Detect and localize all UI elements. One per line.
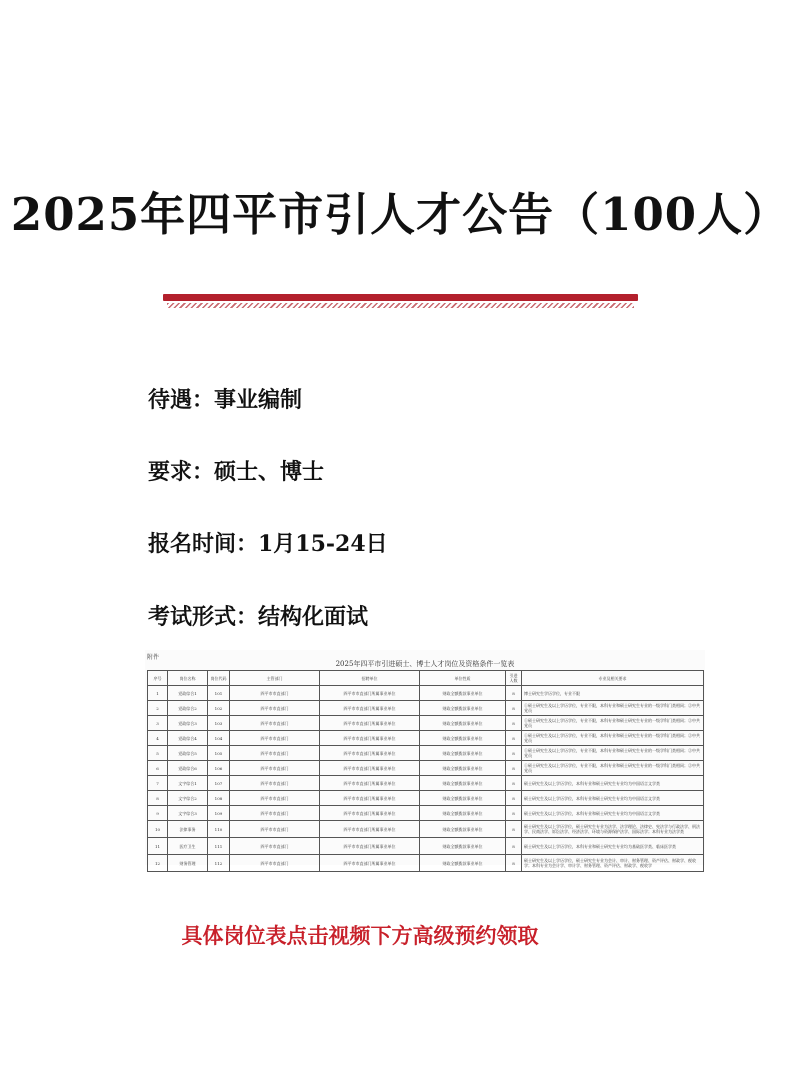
table-cell: 四平市市直部门所属事业单位 [320,855,420,872]
table-cell: 硕士研究生及以上学历学位，本科专业和硕士研究生专业均为中国语言文学类 [522,776,704,791]
table-cell: 财政全额拨款事业单位 [420,701,506,716]
table-cell: 6 [148,761,168,776]
exam-line: 考试形式：结构化面试 [148,604,369,630]
table-cell: 党政综合4 [168,731,208,746]
table-cell: 105 [208,746,230,761]
table-cell: 四平市市直部门 [230,855,320,872]
table-cell: 四平市市直部门所属事业单位 [320,716,420,731]
table-cell: 8 [506,838,522,855]
table-cell: 107 [208,776,230,791]
table-cell: 四平市市直部门 [230,716,320,731]
table-cell: 博士研究生学历学位，专业不限 [522,686,704,701]
table-cell: 硕士研究生及以上学历学位，本科专业和硕士研究生专业均为中国语言文学类 [522,806,704,821]
table-cell: 硕士研究生及以上学历学位，本科专业和硕士研究生专业均为基础医学类、临床医学类 [522,838,704,855]
table-body [148,686,704,872]
title-divider [163,294,638,314]
table-cell: 医疗卫生 [168,838,208,855]
table-cell: 8 [506,776,522,791]
table-cell: 党政综合5 [168,746,208,761]
table-cell: 8 [506,731,522,746]
table-header-row [148,671,704,686]
table-row [148,838,704,855]
table-header-cell: 招聘单位 [320,671,420,686]
table-cell: 财政全额拨款事业单位 [420,806,506,821]
table-row [148,701,704,716]
cta-text: 具体岗位表点击视频下方高级预约领取 [181,923,539,948]
table-cell: 四平市市直部门所属事业单位 [320,806,420,821]
table-cell: 12 [148,855,168,872]
table-cell: 8 [506,821,522,838]
table-row [148,791,704,806]
table-cell: 3 [148,716,168,731]
table-cell: 四平市市直部门 [230,746,320,761]
attachment-label: 附件 [147,654,160,661]
table-cell: 四平市市直部门所属事业单位 [320,686,420,701]
table-cell: 财政全额拨款事业单位 [420,855,506,872]
table-cell: 4 [148,731,168,746]
table-row [148,746,704,761]
table-cell: 硕士研究生及以上学历学位，本科专业和硕士研究生专业均为中国语言文学类 [522,791,704,806]
table-cell: 四平市市直部门 [230,776,320,791]
table-cell: 8 [506,716,522,731]
requirement-line: 要求：硕士、博士 [148,459,325,485]
table-row [148,821,704,838]
divider-bar [163,294,638,301]
table-row [148,855,704,872]
table-cell: 财政全额拨款事业单位 [420,746,506,761]
table-cell: 四平市市直部门所属事业单位 [320,838,420,855]
table-cell: ①硕士研究生及以上学历学位，专业不限，本科专业和硕士研究生专业的一级学科门类相同；②中共党员 [522,761,704,776]
table-cell: 106 [208,761,230,776]
table-cell: 102 [208,701,230,716]
table-cell: 四平市市直部门 [230,838,320,855]
table-cell: 党政综合3 [168,716,208,731]
table-cell: 党政综合1 [168,686,208,701]
table-cell: 文字综合1 [168,776,208,791]
table-cell: 文字综合2 [168,791,208,806]
table-cell: 四平市市直部门 [230,731,320,746]
table-cell: 8 [506,686,522,701]
table-cell: 8 [506,855,522,872]
table-cell: 101 [208,686,230,701]
table-cell: 110 [208,821,230,838]
table-row [148,761,704,776]
table-cell: 8 [506,761,522,776]
table-row [148,686,704,701]
table-cell: 文字综合3 [168,806,208,821]
table-cell: ①硕士研究生及以上学历学位，专业不限，本科专业和硕士研究生专业的一级学科门类相同；②中共党员 [522,716,704,731]
table-cell: 财务管理 [168,855,208,872]
table-cell: 法律事务 [168,821,208,838]
table-cell: 8 [148,791,168,806]
table-row [148,806,704,821]
position-table [147,670,704,872]
table-cell: 财政全额拨款事业单位 [420,686,506,701]
table-cell: 四平市市直部门所属事业单位 [320,821,420,838]
table-cell: 103 [208,716,230,731]
table-cell: 四平市市直部门 [230,761,320,776]
table-cell: 四平市市直部门 [230,791,320,806]
table-cell: 2 [148,701,168,716]
table-cell: 108 [208,791,230,806]
table-cell: 党政综合6 [168,761,208,776]
table-cell: 112 [208,855,230,872]
table-header-cell: 岗位代码 [208,671,230,686]
table-cell: 四平市市直部门 [230,806,320,821]
table-cell: 硕士研究生及以上学历学位，硕士研究生专业为法学、法学理论、法律史、宪法学与行政法学、刑法学、民商法学、诉讼法学、经济法学、环境与资源保护法学、国际法学；本科专业为法学类 [522,821,704,838]
table-cell: 5 [148,746,168,761]
table-cell: 硕士研究生及以上学历学位，硕士研究生专业为会计、审计、财务管理、资产评估、财政学、税收学；本科专业为会计学、审计学、财务管理、资产评估、财政学、税收学 [522,855,704,872]
table-cell: 四平市市直部门所属事业单位 [320,761,420,776]
table-cell: 10 [148,821,168,838]
table-cell: 8 [506,806,522,821]
table-cell: 四平市市直部门所属事业单位 [320,701,420,716]
table-cell: 7 [148,776,168,791]
table-cell: 104 [208,731,230,746]
table-cell: ①硕士研究生及以上学历学位，专业不限，本科专业和硕士研究生专业的一级学科门类相同；②中共党员 [522,746,704,761]
registration-line: 报名时间：1月15-24日 [148,531,388,557]
table-row [148,716,704,731]
table-caption: 2025年四平市引进硕士、博士人才岗位及资格条件一览表 [335,660,515,668]
table-cell: 党政综合2 [168,701,208,716]
table-cell: 财政全额拨款事业单位 [420,761,506,776]
table-cell: 四平市市直部门 [230,686,320,701]
table-cell: 四平市市直部门 [230,701,320,716]
table-cell: 四平市市直部门所属事业单位 [320,731,420,746]
table-cell: 四平市市直部门 [230,821,320,838]
table-row [148,776,704,791]
table-header-cell: 主管部门 [230,671,320,686]
table-cell: 财政全额拨款事业单位 [420,776,506,791]
table-cell: 财政全额拨款事业单位 [420,731,506,746]
table-cell: 四平市市直部门所属事业单位 [320,791,420,806]
table-cell: ①硕士研究生及以上学历学位，专业不限，本科专业和硕士研究生专业的一级学科门类相同；②中共党员 [522,731,704,746]
table-header-cell: 岗位名称 [168,671,208,686]
table-header-cell: 专业及相关要求 [522,671,704,686]
table-row [148,731,704,746]
table-cell: 财政全额拨款事业单位 [420,716,506,731]
table-cell: 财政全额拨款事业单位 [420,821,506,838]
table-header-cell: 单位性质 [420,671,506,686]
table-cell: 8 [506,791,522,806]
table-cell: 8 [506,746,522,761]
table-header-cell: 序号 [148,671,168,686]
table-cell: 财政全额拨款事业单位 [420,791,506,806]
table-cell: 109 [208,806,230,821]
table-cell: 11 [148,838,168,855]
table-cell: 1 [148,686,168,701]
position-table-image [145,650,705,868]
table-cell: 财政全额拨款事业单位 [420,838,506,855]
table-cell: 四平市市直部门所属事业单位 [320,776,420,791]
table-cell: ①硕士研究生及以上学历学位，专业不限，本科专业和硕士研究生专业的一级学科门类相同；②中共党员 [522,701,704,716]
table-cell: 9 [148,806,168,821]
table-cell: 8 [506,701,522,716]
table-cell: 111 [208,838,230,855]
treatment-line: 待遇：事业编制 [148,387,303,413]
divider-hatch [167,303,634,308]
table-cell: 四平市市直部门所属事业单位 [320,746,420,761]
page-title: 2025年四平市引人才公告（100人） [10,188,790,241]
table-header-cell: 引进人数 [506,671,522,686]
